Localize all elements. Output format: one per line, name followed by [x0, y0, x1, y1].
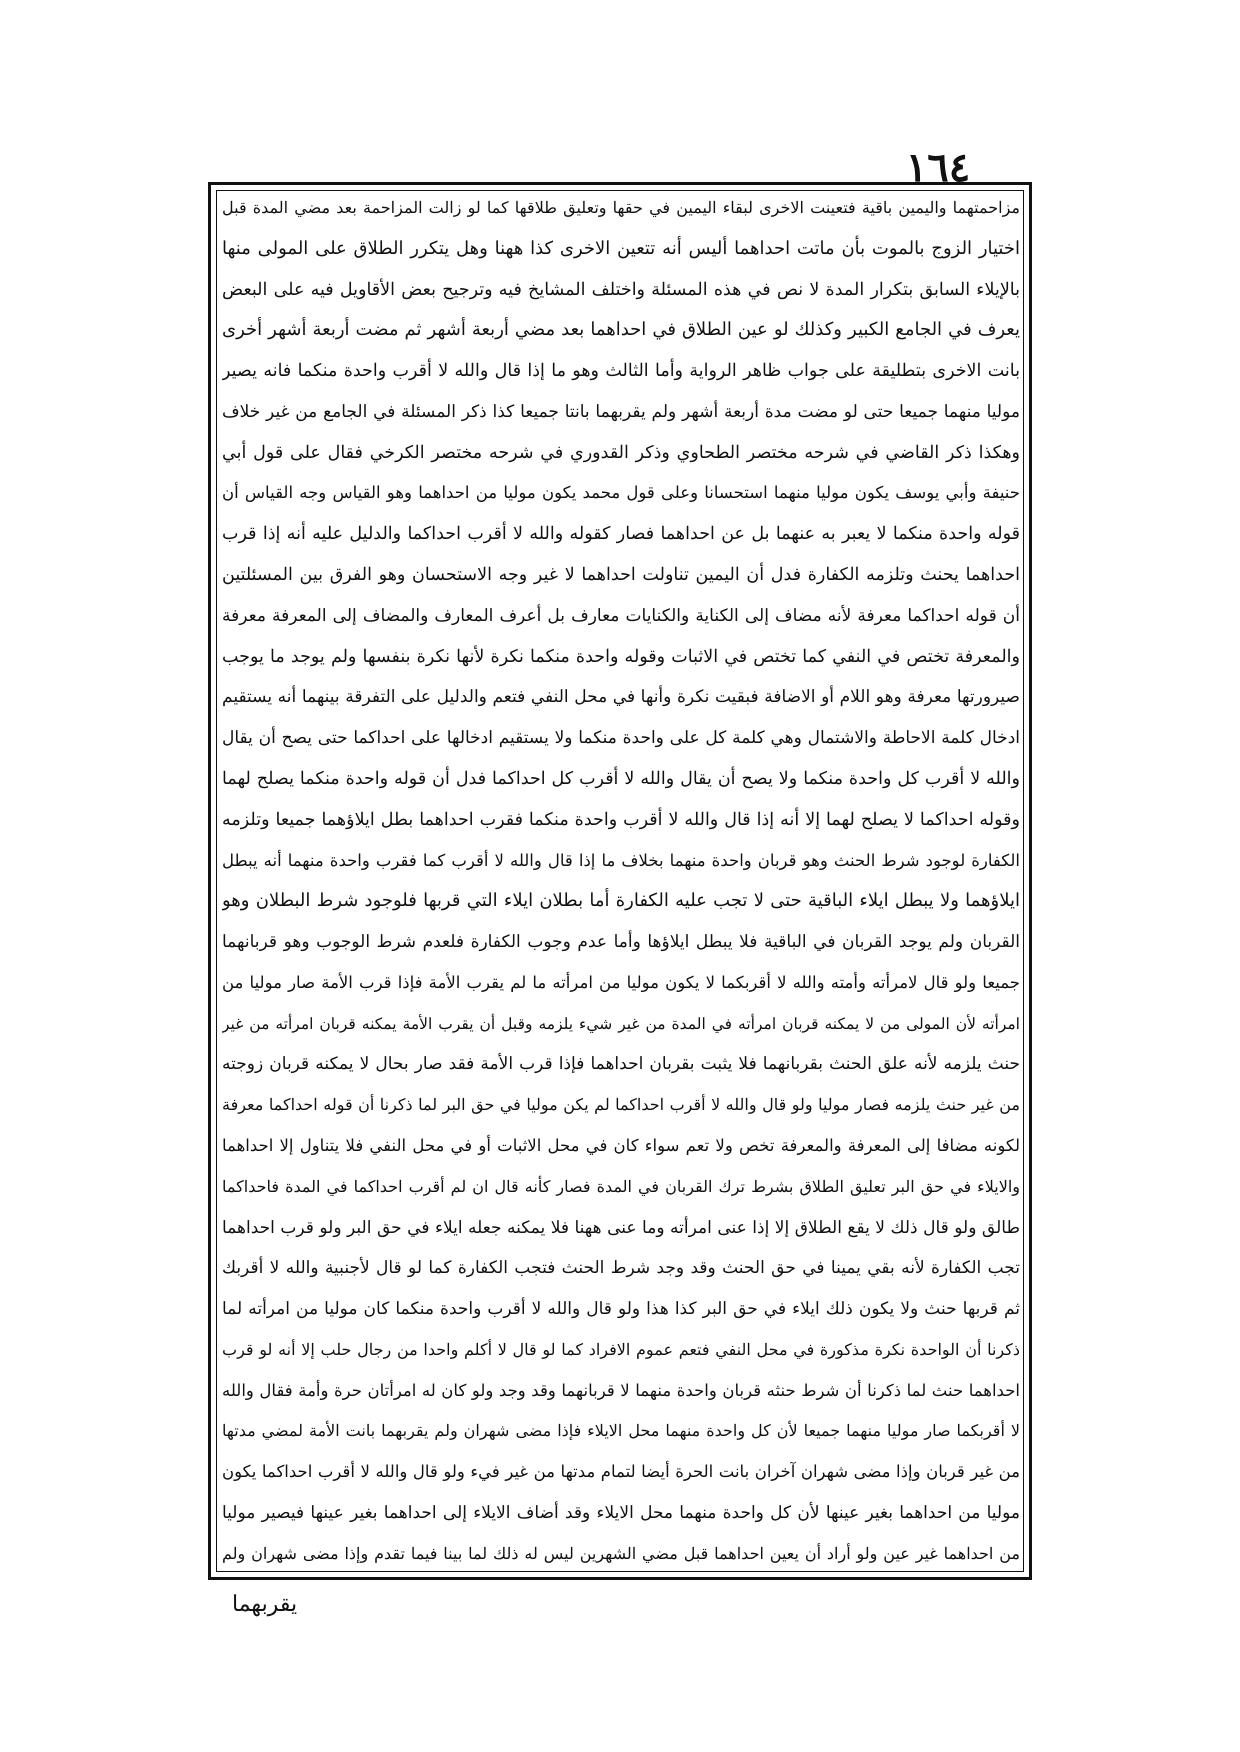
- text-line: وهكذا ذكر القاضي في شرحه مختصر الطحاوي وذكر القدوري في شرحه مختصر الكرخي فقال على قول أبي: [222, 442, 1020, 463]
- text-line: ادخال كلمة الاحاطة والاشتمال وهي كلمة كل على واحدة منكما ولا يستقيم ادخالها على احداكما حتى يصح أن يقال: [222, 728, 1020, 749]
- text-line: لا أقربكما صار موليا منهما جميعا لأن كل واحدة منهما محل الايلاء فإذا مضى شهران ولم يقربهما بانت الأمة لمضي مدتها: [222, 1421, 1020, 1441]
- text-line: اختيار الزوج بالموت بأن ماتت احداهما أليس أنه تتعين الاخرى كذا ههنا وهل يتكرر الطلاق على المولى منها: [222, 237, 1020, 259]
- page-number: ١٦٤: [905, 144, 971, 191]
- text-line: حنيفة وأبي يوسف يكون موليا منهما استحسانا وعلى قول محمد يكون موليا من احداهما وهو القياس وجه القياس أن: [222, 483, 1020, 503]
- text-line: احداهما حنث لما ذكرنا أن شرط حنثه قربان واحدة منهما لا قربانهما وقد وجد ولو كان له امرأتان حرة وأمة فقال والله: [222, 1380, 1020, 1400]
- text-line: ايلاؤهما ولا يبطل ايلاء الباقية حتى لا تجب عليه الكفارة أما بطلان ايلاء التي قربها فلوجود شرط البطلان وهو: [222, 890, 1020, 912]
- text-line: مزاحمتهما واليمين باقية فتعينت الاخرى لبقاء اليمين في حقها وتعليق طلاقها كما لو زالت المزاحمة بعد مضي المدة قبل: [222, 198, 1020, 217]
- text-line: أن قوله احداكما معرفة لأنه مضاف إلى الكناية والكنايات معارف بل أعرف المعارف والمضاف إلى المعرفة معرفة: [222, 605, 1020, 626]
- text-line: صيرورتها معرفة وهو اللام أو الاضافة فبقيت نكرة وأنها في محل النفي فتعم والدليل على التفرقة بينهما أنه يستقيم: [222, 687, 1020, 708]
- text-line: قوله واحدة منكما لا يعبر به عنهما بل عن احداهما فصار كقوله والله لا أقرب احداكما والدليل عليه أنه إذا قرب: [222, 524, 1020, 545]
- text-line: والمعرفة تختص في النفي كما تختص في الاثبات وقوله واحدة منكما نكرة لأنها نكرة بنفسها ولم يوجد ما يوجب: [222, 646, 1020, 667]
- text-line: والله لا أقرب كل واحدة منكما ولا يصح أن يقال والله لا أقرب كل احداكما فدل أن قوله واحدة منكما يصلح لهما: [222, 768, 1020, 789]
- text-line: لكونه مضافا إلى المعرفة والمعرفة تخص ولا تعم سواء كان في محل الاثبات أو في محل النفي فلا يتناول إلا احداهما: [222, 1135, 1020, 1155]
- text-line: موليا من احداهما بغير عينها لأن كل واحدة منهما محل الايلاء وقد أضاف الايلاء إلى احداهما بغير عينها فيصير موليا: [222, 1503, 1020, 1523]
- text-line: والايلاء في حق البر تعليق الطلاق بشرط ترك القربان في المدة فصار كأنه قال ان لم أقرب احداكما في المدة فاحداكما: [222, 1176, 1020, 1196]
- text-line: بالإيلاء السابق بتكرار المدة لا نص في هذه المسئلة واختلف المشايخ فيه وترجيح بعض الأقاويل فيه على البعض: [222, 279, 1020, 300]
- text-line: القربان ولم يوجد القربان في الباقية فلا يبطل ايلاؤها وأما عدم وجوب الكفارة فلعدم شرط الوجوب وهو قربانهما: [222, 932, 1020, 953]
- body-text: [222, 193, 1020, 1569]
- text-line: حنث يلزمه لأنه علق الحنث بقربانهما فلا يثبت بقربان احداهما فإذا قرب الأمة فقد صار بحال لا يمكنه قربان زوجته: [222, 1054, 1020, 1075]
- catchword: يقربهما: [232, 1592, 298, 1617]
- text-line: من احداهما غير عين ولو أراد أن يعين احداهما قبل مضي الشهرين ليس له ذلك لما بينا فيما تقدم وإذا مضى شهران ولم: [222, 1543, 1020, 1563]
- text-line: تجب الكفارة لأنه بقي يمينا في حق الحنث وقد وجد شرط الحنث فتجب الكفارة كما لو قال لأجنبية والله لا أقربك: [222, 1258, 1020, 1279]
- text-line: ذكرنا أن الواحدة نكرة مذكورة في محل النفي فتعم عموم الافراد كما لو قال لا أكلم واحدا من رجال حلب إلا أنه لو قرب: [222, 1339, 1020, 1359]
- text-line: يعرف في الجامع الكبير وكذلك لو عين الطلاق في احداهما بعد مضي أربعة أشهر ثم مضت أربعة أشهر أخرى: [222, 319, 1020, 341]
- text-line: احداهما يحنث وتلزمه الكفارة فدل أن اليمين تناولت احداهما لا غير وجه الاستحسان وهو الفرق بين المسئلتين: [222, 565, 1020, 586]
- text-line: امرأته لأن المولى من لا يمكنه قربان امرأته في المدة من غير شيء يلزمه وقبل أن يقرب الأمة يمكنه قربان امرأته من غير: [222, 1014, 1020, 1033]
- text-line: طالق ولو قال ذلك لا يقع الطلاق إلا إذا عنى امرأته وما عنى ههنا فلا يمكنه جعله ايلاء في حق البر ولو قرب احداهما: [222, 1217, 1020, 1238]
- text-line: موليا منهما جميعا حتى لو مضت مدة أربعة أشهر ولم يقربهما بانتا جميعا كذا ذكر المسئلة في الجامع من غير خلاف: [222, 401, 1020, 422]
- text-line: بانت الاخرى بتطليقة على جواب ظاهر الرواية وأما الثالث وهو ما إذا قال والله لا أقرب واحدة منكما فانه يصير: [222, 361, 1020, 382]
- text-line: جميعا ولو قال لامرأته وأمته والله لا أقربكما لا يكون موليا من امرأته ما لم يقرب الأمة فإذا قرب الأمة صار موليا من: [222, 972, 1020, 992]
- text-line: وقوله احداكما لا يصلح لهما إلا أنه إذا قال والله لا أقرب واحدة منكما فقرب احداهما بطل ايلاؤهما جميعا وتلزمه: [222, 809, 1020, 830]
- text-line: من غير قربان وإذا مضى شهران آخران بانت الحرة أيضا لتمام مدتها من غير فيء ولو قال والله لا أقرب احداكما يكون: [222, 1462, 1020, 1482]
- text-line: من غير حنث يلزمه فصار موليا ولو قال والله لا أقرب احداكما لم يكن موليا في حق البر لما ذكرنا أن قوله احداكما معرفة: [222, 1095, 1020, 1115]
- text-line: الكفارة لوجود شرط الحنث وهو قربان واحدة منهما بخلاف ما إذا قال والله لا أقرب كما فقرب واحدة منهما أنه يبطل: [222, 850, 1020, 870]
- text-line: ثم قربها حنث ولا يكون ذلك ايلاء في حق البر كذا هذا ولو قال والله لا أقرب واحدة منكما كان موليا من امرأته لما: [222, 1299, 1020, 1320]
